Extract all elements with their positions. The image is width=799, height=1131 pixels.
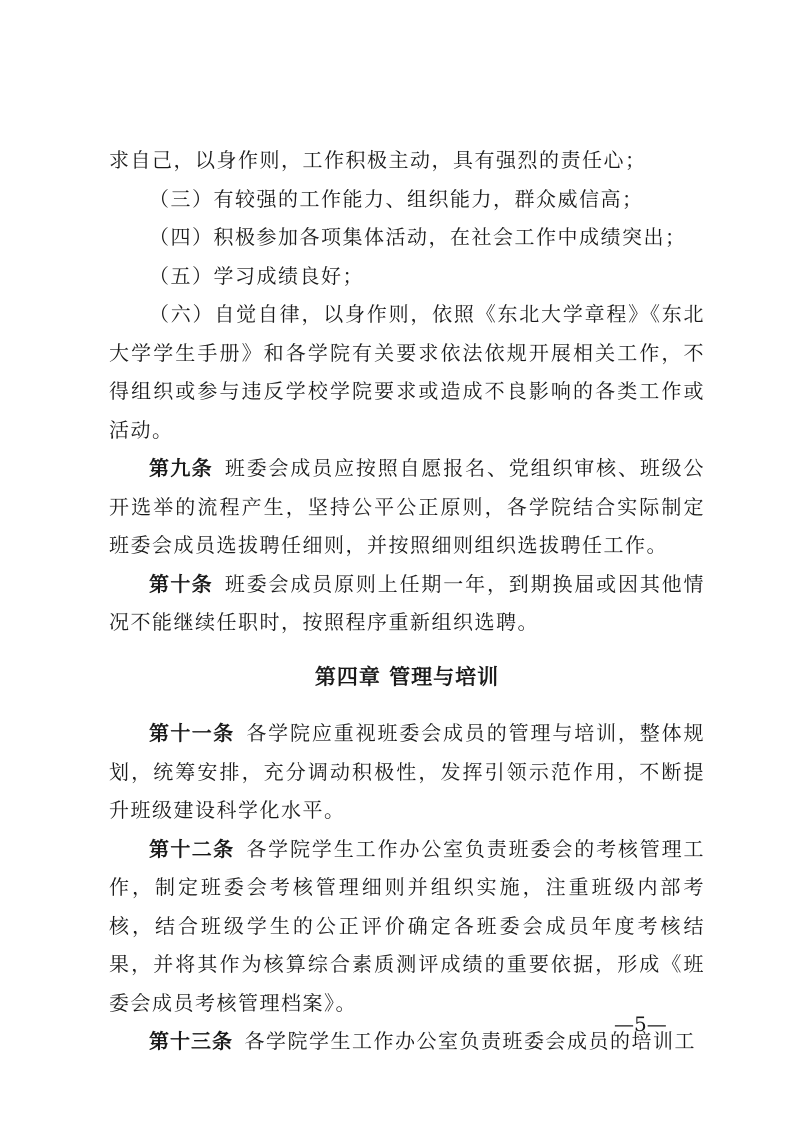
paragraph-continuation [109,141,705,180]
article-label: 第十二条 [149,836,235,861]
article-spacer [234,721,246,745]
article-label: 第十条 [149,571,214,596]
article-text: 各学院应重视班委会成员的管理与培训，整体规划，统筹安排，充分调动积极性，发挥引领示范作用，不断提升班级建设科学化水平。 [109,721,706,822]
paragraph-text: （三）有较强的工作能力、组织能力，群众威信高； [149,186,644,211]
paragraph-text: （四）积极参加各项集体活动，在社会工作中成绩突出； [149,225,687,249]
paragraph-item-4 [109,218,705,257]
article-11 [109,714,705,830]
document-body [109,141,705,1061]
article-label: 第十一条 [149,721,235,745]
paragraph-text: （六）自觉自律，以身作则，依照《东北大学章程》《东北大学学生手册》和各学院有关要求依法依规开展相关工作，不得组织或参与违反学校学院要求或造成不良影响的各类工作或活动。 [109,302,705,442]
article-spacer [233,1029,245,1053]
article-10 [109,565,705,642]
paragraph-item-5 [109,257,705,296]
article-text: 班委会成员应按照自愿报名、党组织审核、班级公开选举的流程产生，坚持公平公正原则，各学院结合实际制定班委会成员选拔聘任细则，并按照细则组织选拔聘任工作。 [109,456,706,557]
article-label: 第十三条 [149,1029,233,1053]
article-spacer [213,572,225,596]
article-text: 各学院学生工作办公室负责班委会成员的培训工 [244,1029,696,1053]
article-text: 各学院学生工作办公室负责班委会的考核管理工作，制定班委会考核管理细则并组织实施，注重班级内部考核，结合班级学生的公正评价确定各班委会成员年度考核结果，并将其作为核算综合素质测评成绩的重要依据，形成《班委会成员考核管理档案》。 [109,836,706,1015]
article-spacer [234,837,246,861]
page-number: —5— [614,1012,667,1036]
paragraph-item-3 [109,180,705,219]
chapter-heading [109,658,705,697]
article-spacer [213,456,225,480]
article-12 [109,830,705,1023]
article-9 [109,449,705,565]
paragraph-item-6 [109,295,705,449]
paragraph-text: 求自己，以身作则，工作积极主动，具有强烈的责任心； [109,148,647,172]
article-label: 第九条 [149,456,214,480]
paragraph-text: （五）学习成绩良好； [149,263,364,288]
article-text: 班委会成员原则上任期一年，到期换届或因其他情况不能继续任职时，按照程序重新组织选聘。 [109,571,706,634]
chapter-title: 第四章 管理与培训 [314,664,500,689]
